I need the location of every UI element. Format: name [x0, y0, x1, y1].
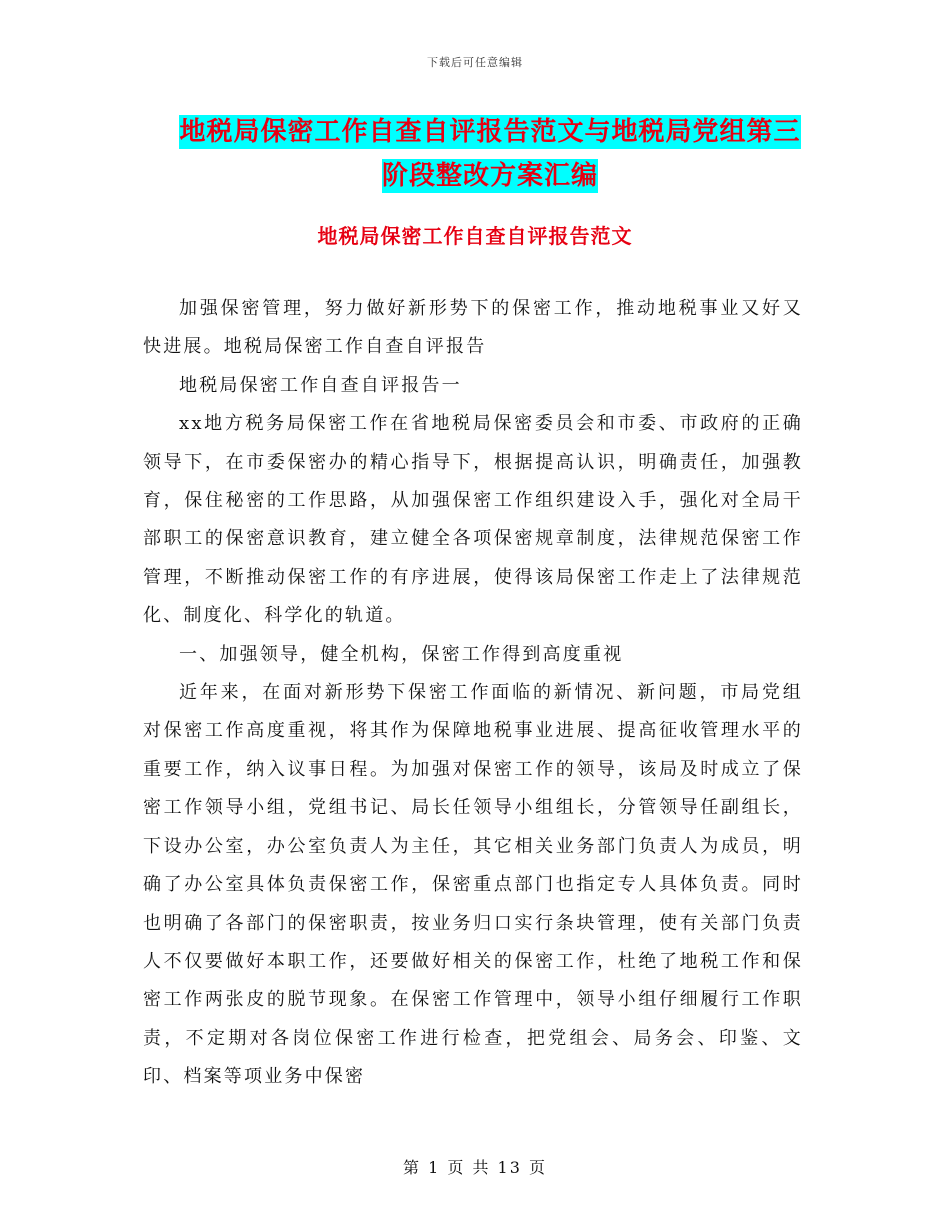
paragraph: xx地方税务局保密工作在省地税局保密委员会和市委、市政府的正确领导下，在市委保密办的精心指导下，根据提高认识，明确责任，加强教育，保住秘密的工作思路，从加强保密工作组织建设入手，强化对全局干部职工的保密意识教育，建立健全各项保密规章制度，法律规范保密工作管理，不断推动保密工作的有序进展，使得该局保密工作走上了法律规范化、制度化、科学化的轨道。 [143, 413, 803, 627]
paragraph: 一、加强领导，健全机构，保密工作得到高度重视 [179, 643, 624, 665]
paragraph: 近年来，在面对新形势下保密工作面临的新情况、新问题，市局党组对保密工作高度重视，将其作为保障地税事业进展、提高征收管理水平的重要工作，纳入议事日程。为加强对保密工作的领导，该局及时成立了保密工作领导小组，党组书记、局长任领导小组组长，分管领导任副组长，下设办公室，办公室负责人为主任，其它相关业务部门负责人为成员，明确了办公室具体负责保密工作，保密重点部门也指定专人具体负责。同时也明确了各部门的保密职责，按业务归口实行条块管理，使有关部门负责人不仅要做好本职工作，还要做好相关的保密工作，杜绝了地税工作和保密工作两张皮的脱节现象。在保密工作管理中，领导小组仔细履行工作职责，不定期对各岗位保密工作进行检查，把党组会、局务会、印鉴、文印、档案等项业务中保密 [143, 682, 803, 1088]
document-title-line-2: 阶段整改方案汇编 [381, 161, 598, 191]
document-title-line-1: 地税局保密工作自查自评报告范文与地税局党组第三 [179, 117, 801, 147]
section-title: 地税局保密工作自查自评报告范文 [317, 224, 633, 248]
document-title [160, 110, 820, 198]
page-number: 第 1 页 共 13 页 [403, 1158, 547, 1177]
header-note: 下载后可任意编辑 [427, 56, 523, 69]
body-text [143, 290, 803, 1097]
paragraph: 加强保密管理，努力做好新形势下的保密工作，推动地税事业又好又快进展。地税局保密工作自查自评报告 [143, 298, 803, 358]
paragraph: 地税局保密工作自查自评报告一 [179, 374, 462, 396]
